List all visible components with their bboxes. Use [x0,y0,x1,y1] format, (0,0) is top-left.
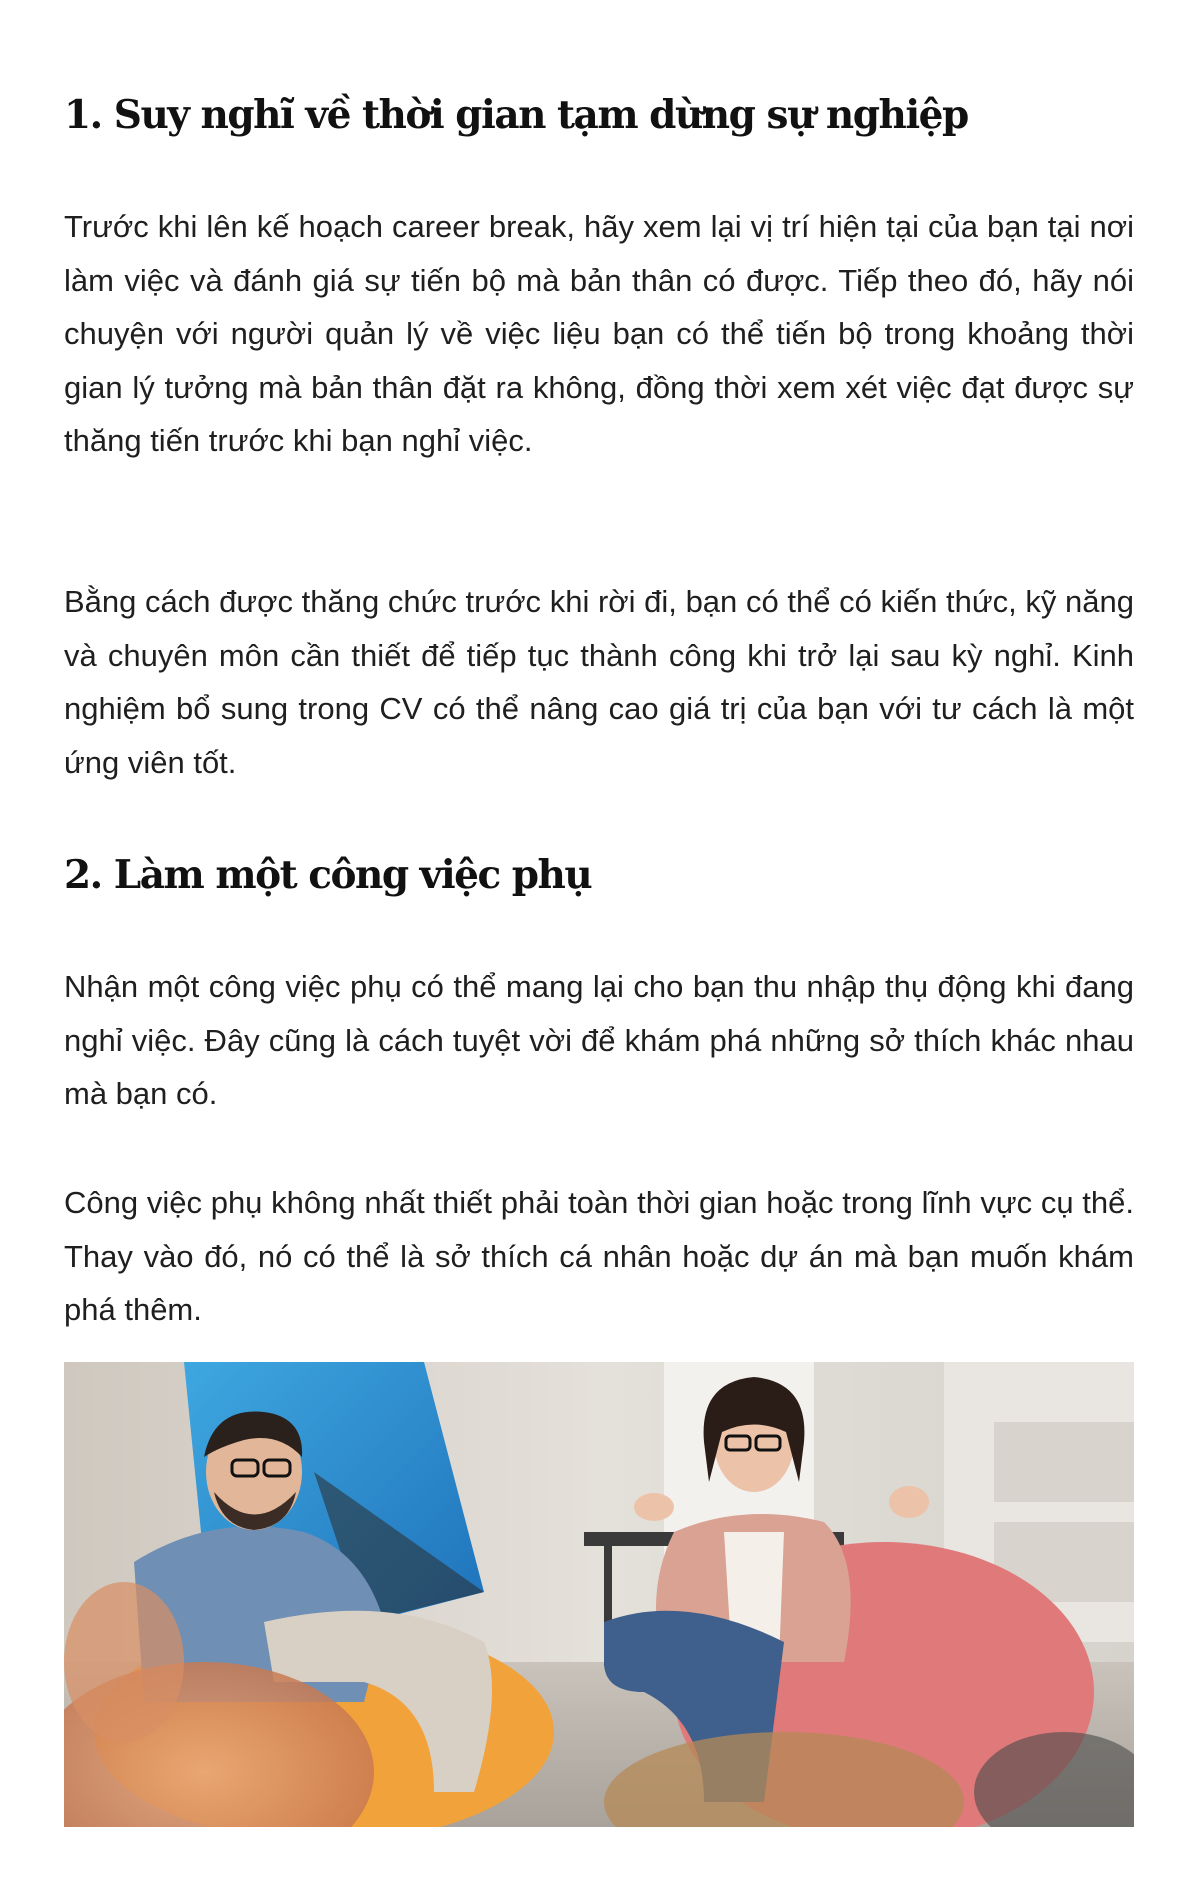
section-2-paragraph-2: Công việc phụ không nhất thiết phải toàn thời gian hoặc trong lĩnh vực cụ thể. Thay vào đó, nó có thể là sở thích cá nhân hoặc dự án mà bạn muốn khám phá thêm. [64,1185,1134,1327]
article-photo [64,1362,1134,1827]
section-heading-2: 2. Làm một công việc phụ [64,852,592,898]
section-2-paragraph-1: Nhận một công việc phụ có thể mang lại cho bạn thu nhập thụ động khi đang nghỉ việc. Đây cũng là cách tuyệt vời để khám phá những sở thích khác nhau mà bạn có. [64,969,1134,1111]
section-1-paragraph-1: Trước khi lên kế hoạch career break, hãy xem lại vị trí hiện tại của bạn tại nơi làm việc và đánh giá sự tiến bộ mà bản thân có được. Tiếp theo đó, hãy nói chuyện với người quản lý về việc liệu bạn có thể tiến bộ trong khoảng thời gian lý tưởng mà bản thân đặt ra không, đồng thời xem xét việc đạt được sự thăng tiến trước khi bạn nghỉ việc. [64,209,1134,458]
section-heading-1: 1. Suy nghĩ về thời gian tạm dừng sự nghiệp [64,92,968,138]
section-1-paragraph-2: Bằng cách được thăng chức trước khi rời đi, bạn có thể có kiến thức, kỹ năng và chuyên môn cần thiết để tiếp tục thành công khi trở lại sau kỳ nghỉ. Kinh nghiệm bổ sung trong CV có thể nâng cao giá trị của bạn với tư cách là một ứng viên tốt. [64,584,1134,780]
